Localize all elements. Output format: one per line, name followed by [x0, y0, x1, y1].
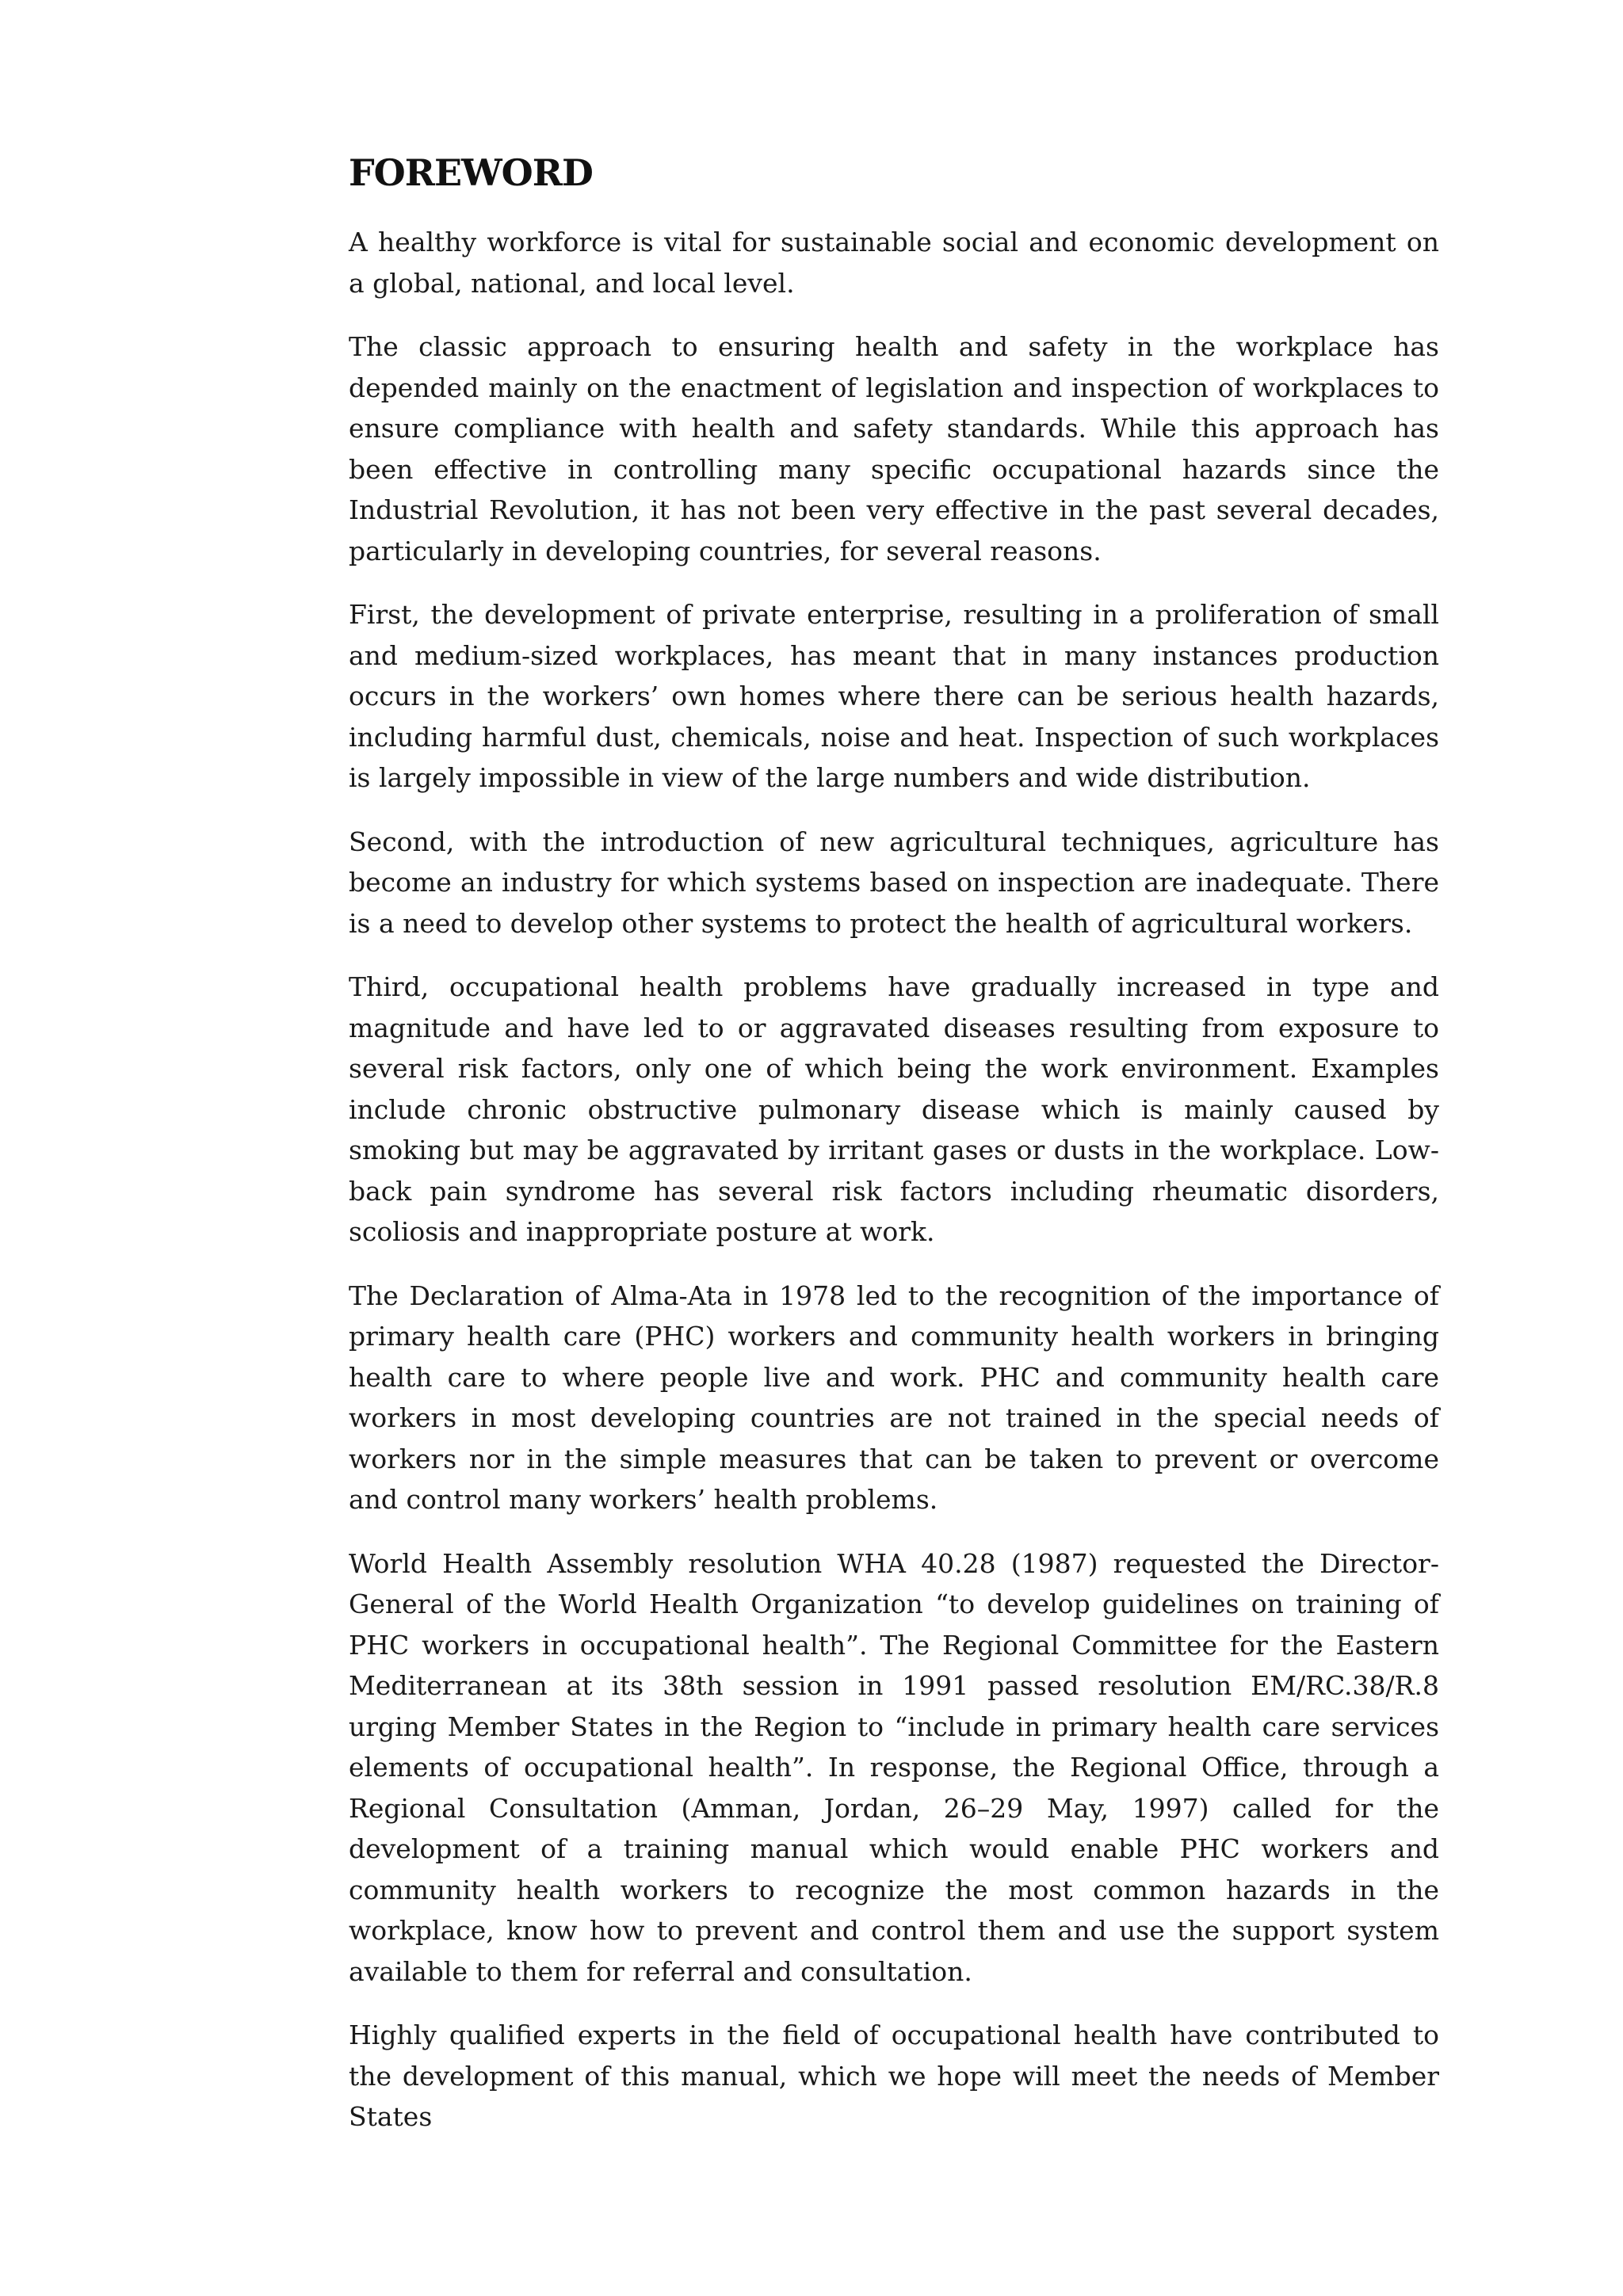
document-body	[349, 141, 1439, 2138]
paragraph-classic-approach: The classic approach to ensuring health and safety in the workplace has depended mainly on the enactment of legislation and inspection of workplaces to ensure compliance with health and safety standards. While this approach has been effective in controlling many specific occupational hazards since the Industrial Revolution, it has not been very effective in the past several decades, particularly in developing countries, for several reasons.	[349, 331, 1439, 566]
paragraph-intro: A healthy workforce is vital for sustainable social and economic development on a global, national, and local level.	[349, 227, 1439, 299]
paragraph-alma-ata: The Declaration of Alma-Ata in 1978 led to the recognition of the importance of primary health care (PHC) workers and community health workers in bringing health care to where people live and work. PHC and community health care workers in most developing countries are not trained in the special needs of workers nor in the simple measures that can be taken to prevent or overcome and control many workers’ health problems.	[349, 1280, 1439, 1515]
paragraph-first-reason: First, the development of private enterprise, resulting in a proliferation of small and medium-sized workplaces, has meant that in many instances production occurs in the workers’ own homes where there can be serious health hazards, including harmful dust, chemicals, noise and heat. Inspection of such workplaces is largely impossible in view of the large numbers and wide distribution.	[349, 599, 1439, 793]
paragraph-wha-resolution: World Health Assembly resolution WHA 40.28 (1987) requested the Director-General of the World Health Organization “to develop guidelines on training of PHC workers in occupational health”. The Regional Committee for the Eastern Mediterranean at its 38th session in 1991 passed resolution EM/RC.38/R.8 urging Member States in the Region to “include in primary health care services elements of occupational health”. In response, the Regional Office, through a Regional Consultation (Amman, Jordan, 26–29 May, 1997) called for the development of a training manual which would enable PHC workers and community health workers to recognize the most common hazards in the workplace, know how to prevent and control them and use the support system available to them for referral and consultation.	[349, 1547, 1439, 1987]
page-title: FOREWORD	[349, 151, 593, 194]
paragraph-second-reason: Second, with the introduction of new agricultural techniques, agriculture has become an industry for which systems based on inspection are inadequate. There is a need to develop other systems to protect the health of agricultural workers.	[349, 826, 1439, 939]
paragraph-experts: Highly qualified experts in the field of occupational health have contributed to the development of this manual, which we hope will meet the needs of Member States	[349, 2019, 1439, 2132]
paragraph-third-reason: Third, occupational health problems have gradually increased in type and magnitude and have led to or aggravated diseases resulting from exposure to several risk factors, only one of which being the work environment. Examples include chronic obstructive pulmonary disease which is mainly caused by smoking but may be aggravated by irritant gases or dusts in the workplace. Low-back pain syndrome has several risk factors including rheumatic disorders, scoliosis and inappropriate posture at work.	[349, 971, 1439, 1247]
